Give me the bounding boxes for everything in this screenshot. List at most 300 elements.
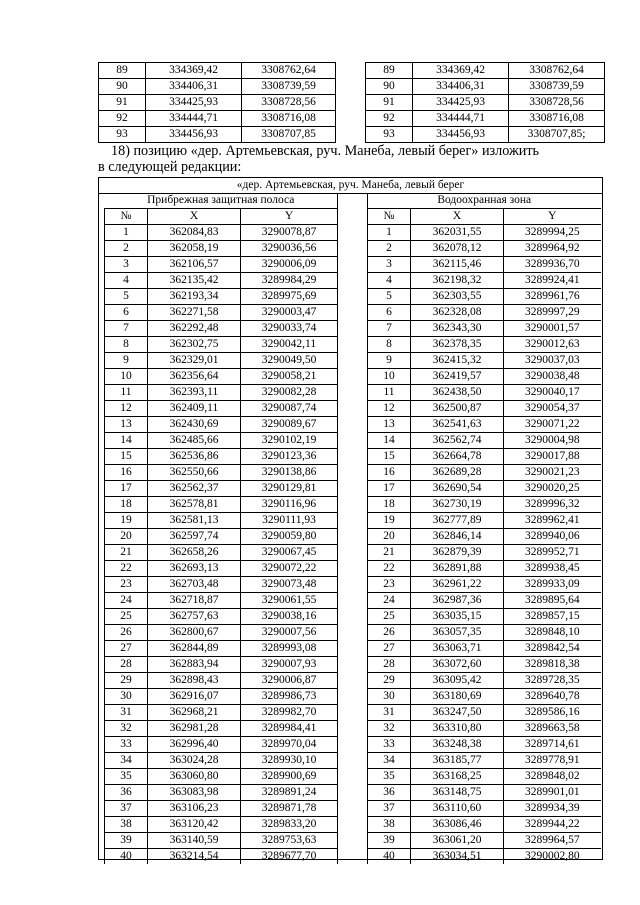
x-value: 362550,66 bbox=[148, 465, 241, 481]
row-number: 36 bbox=[368, 785, 411, 801]
table-row bbox=[368, 545, 601, 561]
row-number: 13 bbox=[105, 417, 148, 433]
table-row bbox=[368, 465, 601, 481]
y-value: 3290038,48 bbox=[504, 369, 601, 385]
table-row bbox=[368, 273, 601, 289]
y-value: 3289970,04 bbox=[241, 737, 338, 753]
top-left-table bbox=[98, 62, 336, 143]
table-row bbox=[99, 111, 336, 127]
x-value: 362562,74 bbox=[411, 433, 504, 449]
row-number: 3 bbox=[105, 257, 148, 273]
x-value: 362597,74 bbox=[148, 529, 241, 545]
y-value: 3290007,93 bbox=[241, 657, 338, 673]
x-value: 362031,55 bbox=[411, 225, 504, 241]
y-value: 3289714,61 bbox=[504, 737, 601, 753]
x-value: 363247,50 bbox=[411, 705, 504, 721]
row-number: 3 bbox=[368, 257, 411, 273]
table-row bbox=[99, 79, 336, 95]
table-row bbox=[368, 481, 601, 497]
x-value: 362996,40 bbox=[148, 737, 241, 753]
y-value: 3290006,87 bbox=[241, 673, 338, 689]
x-value: 363110,60 bbox=[411, 801, 504, 817]
y-value: 3289640,78 bbox=[504, 689, 601, 705]
x-value: 362135,42 bbox=[148, 273, 241, 289]
table-row bbox=[105, 433, 338, 449]
row-number: 4 bbox=[368, 273, 411, 289]
row-number: 33 bbox=[105, 737, 148, 753]
table-row bbox=[368, 337, 601, 353]
row-number: 5 bbox=[368, 289, 411, 305]
x-value: 363034,51 bbox=[411, 849, 504, 865]
x-value: 362844,89 bbox=[148, 641, 241, 657]
y-value: 3308728,56 bbox=[509, 95, 605, 111]
row-number: 39 bbox=[368, 833, 411, 849]
x-value: 334406,31 bbox=[413, 79, 509, 95]
y-value: 3308707,85 bbox=[242, 127, 336, 143]
y-value: 3289964,57 bbox=[504, 833, 601, 849]
row-number: 27 bbox=[368, 641, 411, 657]
table-row bbox=[366, 63, 605, 79]
y-value: 3289891,24 bbox=[241, 785, 338, 801]
x-value: 362883,94 bbox=[148, 657, 241, 673]
right-table-heading: Водоохранная зона bbox=[368, 193, 601, 209]
y-value: 3289944,22 bbox=[504, 817, 601, 833]
table-row bbox=[368, 225, 601, 241]
x-value: 362485,66 bbox=[148, 433, 241, 449]
row-number: 2 bbox=[105, 241, 148, 257]
y-value: 3289996,32 bbox=[504, 497, 601, 513]
table-row bbox=[105, 625, 338, 641]
table-row bbox=[368, 849, 601, 865]
y-value: 3308739,59 bbox=[242, 79, 336, 95]
row-number: 40 bbox=[105, 849, 148, 865]
table-row bbox=[368, 369, 601, 385]
x-value: 362718,87 bbox=[148, 593, 241, 609]
right-table-body bbox=[368, 225, 601, 865]
row-number: 90 bbox=[99, 79, 146, 95]
table-row bbox=[368, 705, 601, 721]
x-value: 362879,39 bbox=[411, 545, 504, 561]
x-value: 362541,63 bbox=[411, 417, 504, 433]
top-left-body bbox=[99, 63, 336, 143]
y-value: 3290082,28 bbox=[241, 385, 338, 401]
row-number: 1 bbox=[105, 225, 148, 241]
table-row bbox=[368, 561, 601, 577]
table-row bbox=[105, 657, 338, 673]
table-row bbox=[99, 95, 336, 111]
row-number: 10 bbox=[105, 369, 148, 385]
right-col-x: X bbox=[411, 209, 504, 225]
right-coordinates-table bbox=[367, 193, 601, 864]
y-value: 3289962,41 bbox=[504, 513, 601, 529]
table-row bbox=[368, 449, 601, 465]
x-value: 363214,54 bbox=[148, 849, 241, 865]
table-row bbox=[105, 241, 338, 257]
row-number: 30 bbox=[105, 689, 148, 705]
table-row bbox=[105, 497, 338, 513]
y-value: 3289934,39 bbox=[504, 801, 601, 817]
y-value: 3289848,10 bbox=[504, 625, 601, 641]
table-row bbox=[368, 657, 601, 673]
y-value: 3289993,08 bbox=[241, 641, 338, 657]
row-number: 36 bbox=[105, 785, 148, 801]
table-row bbox=[99, 63, 336, 79]
x-value: 362303,55 bbox=[411, 289, 504, 305]
table-row bbox=[366, 79, 605, 95]
y-value: 3289952,71 bbox=[504, 545, 601, 561]
table-row bbox=[366, 95, 605, 111]
x-value: 362987,36 bbox=[411, 593, 504, 609]
x-value: 362329,01 bbox=[148, 353, 241, 369]
table-row bbox=[105, 449, 338, 465]
y-value: 3289778,91 bbox=[504, 753, 601, 769]
row-number: 18 bbox=[105, 497, 148, 513]
x-value: 362690,54 bbox=[411, 481, 504, 497]
table-row bbox=[105, 417, 338, 433]
y-value: 3289938,45 bbox=[504, 561, 601, 577]
paragraph-line-1: 18) позицию «дер. Артемьевская, руч. Манеба, левый берег» изложить bbox=[111, 143, 540, 159]
table-row bbox=[368, 513, 601, 529]
row-number: 1 bbox=[368, 225, 411, 241]
y-value: 3289984,29 bbox=[241, 273, 338, 289]
y-value: 3308707,85; bbox=[509, 127, 605, 143]
table-row bbox=[105, 673, 338, 689]
row-number: 28 bbox=[368, 657, 411, 673]
table-row bbox=[368, 257, 601, 273]
row-number: 39 bbox=[105, 833, 148, 849]
row-number: 35 bbox=[105, 769, 148, 785]
y-value: 3289728,35 bbox=[504, 673, 601, 689]
x-value: 362500,87 bbox=[411, 401, 504, 417]
row-number: 31 bbox=[105, 705, 148, 721]
x-value: 362689,28 bbox=[411, 465, 504, 481]
x-value: 363148,75 bbox=[411, 785, 504, 801]
x-value: 362292,48 bbox=[148, 321, 241, 337]
main-table-frame bbox=[98, 177, 603, 860]
x-value: 362343,30 bbox=[411, 321, 504, 337]
x-value: 362664,78 bbox=[411, 449, 504, 465]
y-value: 3290089,67 bbox=[241, 417, 338, 433]
table-row bbox=[368, 353, 601, 369]
x-value: 362271,58 bbox=[148, 305, 241, 321]
x-value: 334444,71 bbox=[146, 111, 242, 127]
x-value: 362198,32 bbox=[411, 273, 504, 289]
y-value: 3290037,03 bbox=[504, 353, 601, 369]
row-number: 14 bbox=[105, 433, 148, 449]
row-number: 8 bbox=[105, 337, 148, 353]
row-number: 91 bbox=[366, 95, 413, 111]
y-value: 3290021,23 bbox=[504, 465, 601, 481]
y-value: 3289984,41 bbox=[241, 721, 338, 737]
table-row bbox=[105, 817, 338, 833]
row-number: 12 bbox=[368, 401, 411, 417]
x-value: 362658,26 bbox=[148, 545, 241, 561]
main-table-title: «дер. Артемьевская, руч. Манеба, левый берег bbox=[99, 178, 602, 194]
x-value: 362084,83 bbox=[148, 225, 241, 241]
table-row bbox=[105, 737, 338, 753]
x-value: 363061,20 bbox=[411, 833, 504, 849]
row-number: 93 bbox=[366, 127, 413, 143]
y-value: 3290129,81 bbox=[241, 481, 338, 497]
table-row bbox=[366, 111, 605, 127]
row-number: 32 bbox=[368, 721, 411, 737]
y-value: 3290067,45 bbox=[241, 545, 338, 561]
row-number: 20 bbox=[368, 529, 411, 545]
row-number: 29 bbox=[368, 673, 411, 689]
x-value: 363086,46 bbox=[411, 817, 504, 833]
x-value: 362438,50 bbox=[411, 385, 504, 401]
row-number: 19 bbox=[368, 513, 411, 529]
y-value: 3290004,98 bbox=[504, 433, 601, 449]
row-number: 18 bbox=[368, 497, 411, 513]
y-value: 3290020,25 bbox=[504, 481, 601, 497]
row-number: 2 bbox=[368, 241, 411, 257]
y-value: 3289663,58 bbox=[504, 721, 601, 737]
x-value: 363168,25 bbox=[411, 769, 504, 785]
row-number: 37 bbox=[105, 801, 148, 817]
x-value: 363120,42 bbox=[148, 817, 241, 833]
table-row bbox=[368, 385, 601, 401]
x-value: 363095,42 bbox=[411, 673, 504, 689]
x-value: 362193,34 bbox=[148, 289, 241, 305]
row-number: 38 bbox=[105, 817, 148, 833]
y-value: 3308728,56 bbox=[242, 95, 336, 111]
table-row bbox=[105, 561, 338, 577]
x-value: 362419,57 bbox=[411, 369, 504, 385]
row-number: 32 bbox=[105, 721, 148, 737]
row-number: 14 bbox=[368, 433, 411, 449]
y-value: 3290111,93 bbox=[241, 513, 338, 529]
y-value: 3290040,17 bbox=[504, 385, 601, 401]
x-value: 363310,80 bbox=[411, 721, 504, 737]
table-row bbox=[105, 321, 338, 337]
y-value: 3290006,09 bbox=[241, 257, 338, 273]
row-number: 92 bbox=[366, 111, 413, 127]
x-value: 363024,28 bbox=[148, 753, 241, 769]
y-value: 3290001,57 bbox=[504, 321, 601, 337]
x-value: 362800,67 bbox=[148, 625, 241, 641]
table-row bbox=[105, 305, 338, 321]
y-value: 3308762,64 bbox=[242, 63, 336, 79]
y-value: 3289924,41 bbox=[504, 273, 601, 289]
row-number: 90 bbox=[366, 79, 413, 95]
table-row bbox=[105, 225, 338, 241]
x-value: 363072,60 bbox=[411, 657, 504, 673]
x-value: 362409,11 bbox=[148, 401, 241, 417]
table-row bbox=[105, 849, 338, 865]
table-row bbox=[368, 577, 601, 593]
table-row bbox=[368, 641, 601, 657]
row-number: 25 bbox=[368, 609, 411, 625]
table-row bbox=[105, 385, 338, 401]
x-value: 363060,80 bbox=[148, 769, 241, 785]
top-right-table bbox=[365, 62, 605, 143]
y-value: 3289677,70 bbox=[241, 849, 338, 865]
x-value: 362581,13 bbox=[148, 513, 241, 529]
left-col-x: X bbox=[148, 209, 241, 225]
x-value: 334369,42 bbox=[146, 63, 242, 79]
y-value: 3289833,20 bbox=[241, 817, 338, 833]
x-value: 362115,46 bbox=[411, 257, 504, 273]
y-value: 3289871,78 bbox=[241, 801, 338, 817]
y-value: 3289994,25 bbox=[504, 225, 601, 241]
x-value: 362968,21 bbox=[148, 705, 241, 721]
table-row bbox=[105, 753, 338, 769]
table-row bbox=[105, 641, 338, 657]
row-number: 33 bbox=[368, 737, 411, 753]
table-row bbox=[105, 593, 338, 609]
x-value: 362981,28 bbox=[148, 721, 241, 737]
row-number: 25 bbox=[105, 609, 148, 625]
row-number: 21 bbox=[368, 545, 411, 561]
y-value: 3290073,48 bbox=[241, 577, 338, 593]
y-value: 3308716,08 bbox=[509, 111, 605, 127]
table-row bbox=[368, 721, 601, 737]
y-value: 3290003,47 bbox=[241, 305, 338, 321]
y-value: 3290042,11 bbox=[241, 337, 338, 353]
row-number: 92 bbox=[99, 111, 146, 127]
row-number: 30 bbox=[368, 689, 411, 705]
y-value: 3289857,15 bbox=[504, 609, 601, 625]
table-row bbox=[368, 305, 601, 321]
row-number: 16 bbox=[368, 465, 411, 481]
row-number: 11 bbox=[368, 385, 411, 401]
y-value: 3289900,69 bbox=[241, 769, 338, 785]
table-row bbox=[368, 497, 601, 513]
x-value: 362378,35 bbox=[411, 337, 504, 353]
x-value: 334444,71 bbox=[413, 111, 509, 127]
y-value: 3289753,63 bbox=[241, 833, 338, 849]
table-row bbox=[105, 545, 338, 561]
x-value: 362693,13 bbox=[148, 561, 241, 577]
table-row bbox=[368, 817, 601, 833]
x-value: 363057,35 bbox=[411, 625, 504, 641]
table-row bbox=[105, 721, 338, 737]
x-value: 362777,89 bbox=[411, 513, 504, 529]
x-value: 362393,11 bbox=[148, 385, 241, 401]
table-row bbox=[105, 273, 338, 289]
x-value: 362058,19 bbox=[148, 241, 241, 257]
row-number: 37 bbox=[368, 801, 411, 817]
table-row bbox=[368, 689, 601, 705]
x-value: 362415,32 bbox=[411, 353, 504, 369]
table-row bbox=[368, 769, 601, 785]
row-number: 10 bbox=[368, 369, 411, 385]
x-value: 362916,07 bbox=[148, 689, 241, 705]
row-number: 89 bbox=[366, 63, 413, 79]
table-row bbox=[105, 609, 338, 625]
table-row bbox=[368, 401, 601, 417]
table-row bbox=[368, 241, 601, 257]
y-value: 3289982,70 bbox=[241, 705, 338, 721]
x-value: 334406,31 bbox=[146, 79, 242, 95]
y-value: 3290123,36 bbox=[241, 449, 338, 465]
row-number: 7 bbox=[368, 321, 411, 337]
x-value: 363185,77 bbox=[411, 753, 504, 769]
y-value: 3289848,02 bbox=[504, 769, 601, 785]
x-value: 362891,88 bbox=[411, 561, 504, 577]
top-right-body bbox=[366, 63, 605, 143]
right-col-y: Y bbox=[504, 209, 601, 225]
left-coordinates-table bbox=[104, 193, 338, 864]
table-row bbox=[105, 801, 338, 817]
table-row bbox=[105, 401, 338, 417]
row-number: 20 bbox=[105, 529, 148, 545]
row-number: 22 bbox=[105, 561, 148, 577]
table-row bbox=[105, 513, 338, 529]
y-value: 3289940,06 bbox=[504, 529, 601, 545]
table-row bbox=[105, 465, 338, 481]
y-value: 3290012,63 bbox=[504, 337, 601, 353]
y-value: 3290038,16 bbox=[241, 609, 338, 625]
row-number: 13 bbox=[368, 417, 411, 433]
table-row bbox=[368, 433, 601, 449]
table-row bbox=[105, 289, 338, 305]
y-value: 3290059,80 bbox=[241, 529, 338, 545]
row-number: 34 bbox=[105, 753, 148, 769]
x-value: 334425,93 bbox=[146, 95, 242, 111]
row-number: 15 bbox=[105, 449, 148, 465]
table-row bbox=[368, 417, 601, 433]
row-number: 7 bbox=[105, 321, 148, 337]
row-number: 9 bbox=[105, 353, 148, 369]
row-number: 22 bbox=[368, 561, 411, 577]
table-row bbox=[368, 529, 601, 545]
x-value: 362578,81 bbox=[148, 497, 241, 513]
y-value: 3290072,22 bbox=[241, 561, 338, 577]
y-value: 3289586,16 bbox=[504, 705, 601, 721]
table-row bbox=[105, 481, 338, 497]
table-row bbox=[105, 369, 338, 385]
x-value: 362703,48 bbox=[148, 577, 241, 593]
left-col-no: № bbox=[105, 209, 148, 225]
left-col-y: Y bbox=[241, 209, 338, 225]
table-row bbox=[368, 833, 601, 849]
row-number: 89 bbox=[99, 63, 146, 79]
table-row bbox=[99, 127, 336, 143]
table-row bbox=[368, 609, 601, 625]
x-value: 362078,12 bbox=[411, 241, 504, 257]
y-value: 3290102,19 bbox=[241, 433, 338, 449]
x-value: 362536,86 bbox=[148, 449, 241, 465]
row-number: 21 bbox=[105, 545, 148, 561]
row-number: 19 bbox=[105, 513, 148, 529]
row-number: 5 bbox=[105, 289, 148, 305]
y-value: 3290138,86 bbox=[241, 465, 338, 481]
row-number: 8 bbox=[368, 337, 411, 353]
table-row bbox=[105, 689, 338, 705]
row-number: 26 bbox=[105, 625, 148, 641]
row-number: 15 bbox=[368, 449, 411, 465]
x-value: 363035,15 bbox=[411, 609, 504, 625]
y-value: 3289961,76 bbox=[504, 289, 601, 305]
table-row bbox=[368, 321, 601, 337]
x-value: 362356,64 bbox=[148, 369, 241, 385]
row-number: 40 bbox=[368, 849, 411, 865]
y-value: 3289975,69 bbox=[241, 289, 338, 305]
row-number: 31 bbox=[368, 705, 411, 721]
y-value: 3289964,92 bbox=[504, 241, 601, 257]
row-number: 27 bbox=[105, 641, 148, 657]
y-value: 3289842,54 bbox=[504, 641, 601, 657]
row-number: 23 bbox=[368, 577, 411, 593]
x-value: 334456,93 bbox=[146, 127, 242, 143]
y-value: 3289936,70 bbox=[504, 257, 601, 273]
x-value: 363083,98 bbox=[148, 785, 241, 801]
table-row bbox=[368, 737, 601, 753]
row-number: 91 bbox=[99, 95, 146, 111]
x-value: 334369,42 bbox=[413, 63, 509, 79]
